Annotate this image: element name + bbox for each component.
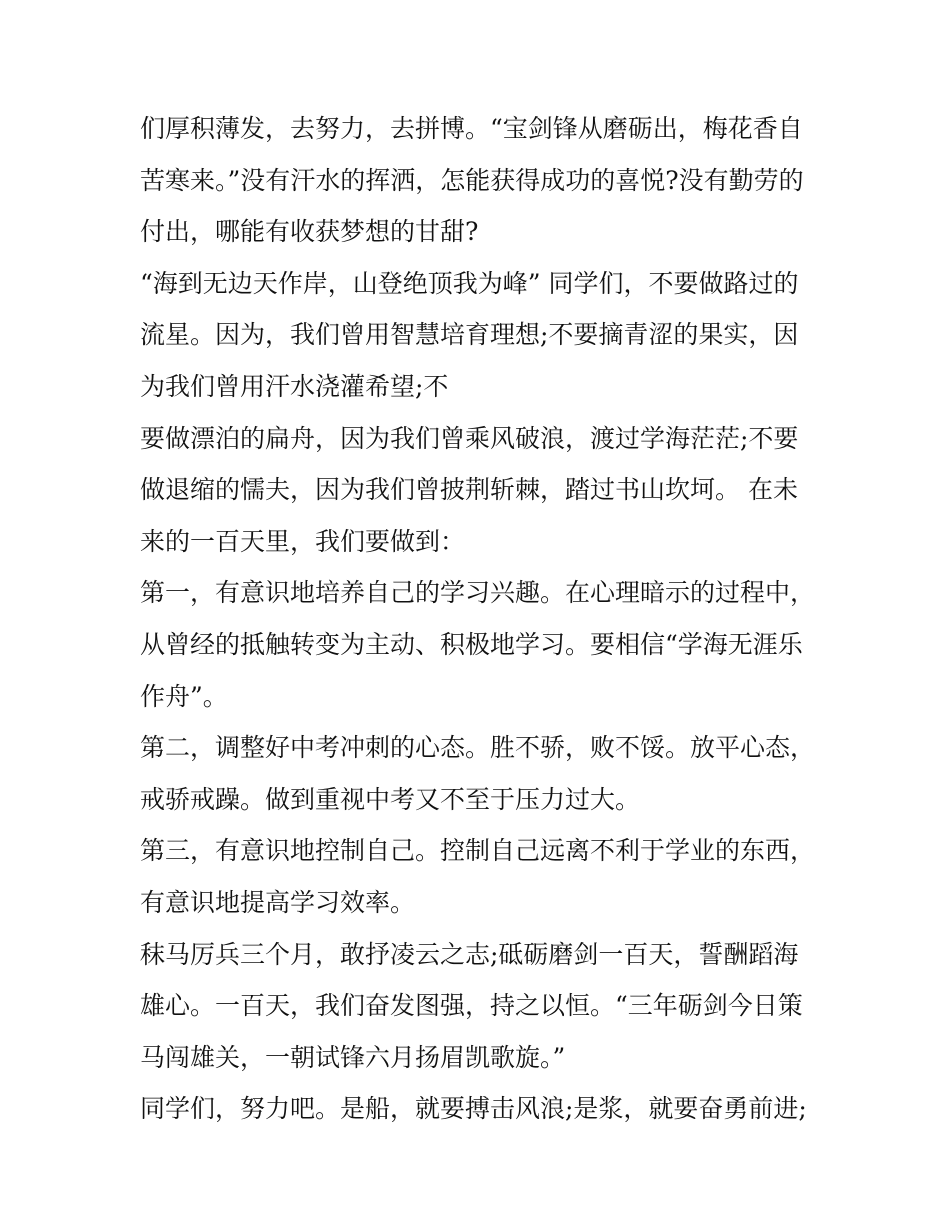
text-line: 从曾经的抵触转变为主动、积极地学习。要相信“学海无涯乐: [140, 629, 803, 659]
text-line: 戒骄戒躁。做到重视中考又不至于压力过大。: [140, 784, 641, 814]
text-line: 为我们曾用汗水浇灌希望;不: [140, 371, 449, 401]
text-line: 来的一百天里，我们要做到：: [140, 526, 466, 556]
body-text: [140, 103, 820, 1135]
text-line: 第二，调整好中考冲刺的心态。胜不骄，败不馁。放平心态，: [140, 733, 816, 763]
text-line: 秣马厉兵三个月，敢抒凌云之志;砥砺磨剑一百天，誓酬蹈海: [140, 939, 799, 969]
text-line: 做退缩的懦夫，因为我们曾披荆斩棘，踏过书山坎坷。 在未: [140, 475, 798, 505]
text-line: “海到无边天作岸，山登绝顶我为峰” 同学们，不要做路过的: [140, 268, 799, 298]
text-line: 要做漂泊的扁舟，因为我们曾乘风破浪，渡过学海茫茫;不要: [140, 423, 799, 453]
text-line: 有意识地提高学习效率。: [140, 887, 416, 917]
text-line: 马闯雄关，一朝试锋六月扬眉凯歌旋。”: [140, 1042, 566, 1072]
text-line: 付出，哪能有收获梦想的甘甜?: [140, 217, 479, 247]
text-line: 同学们，努力吧。是船，就要搏击风浪;是浆，就要奋勇前进;: [140, 1094, 807, 1124]
text-line: 流星。因为，我们曾用智慧培育理想;不要摘青涩的果实，因: [140, 320, 799, 350]
text-line: 作舟”。: [140, 681, 228, 711]
text-line: 第一，有意识地培养自己的学习兴趣。在心理暗示的过程中，: [140, 578, 816, 608]
text-line: 第三，有意识地控制自己。控制自己远离不利于学业的东西，: [140, 836, 816, 866]
text-line: 们厚积薄发，去努力，去拼博。“宝剑锋从磨砺出，梅花香自: [140, 114, 803, 143]
text-line: 雄心。一百天，我们奋发图强，持之以恒。“三年砺剑今日策: [140, 991, 803, 1021]
text-line: 苦寒来。”没有汗水的挥洒，怎能获得成功的喜悦?没有勤劳的: [140, 165, 804, 195]
